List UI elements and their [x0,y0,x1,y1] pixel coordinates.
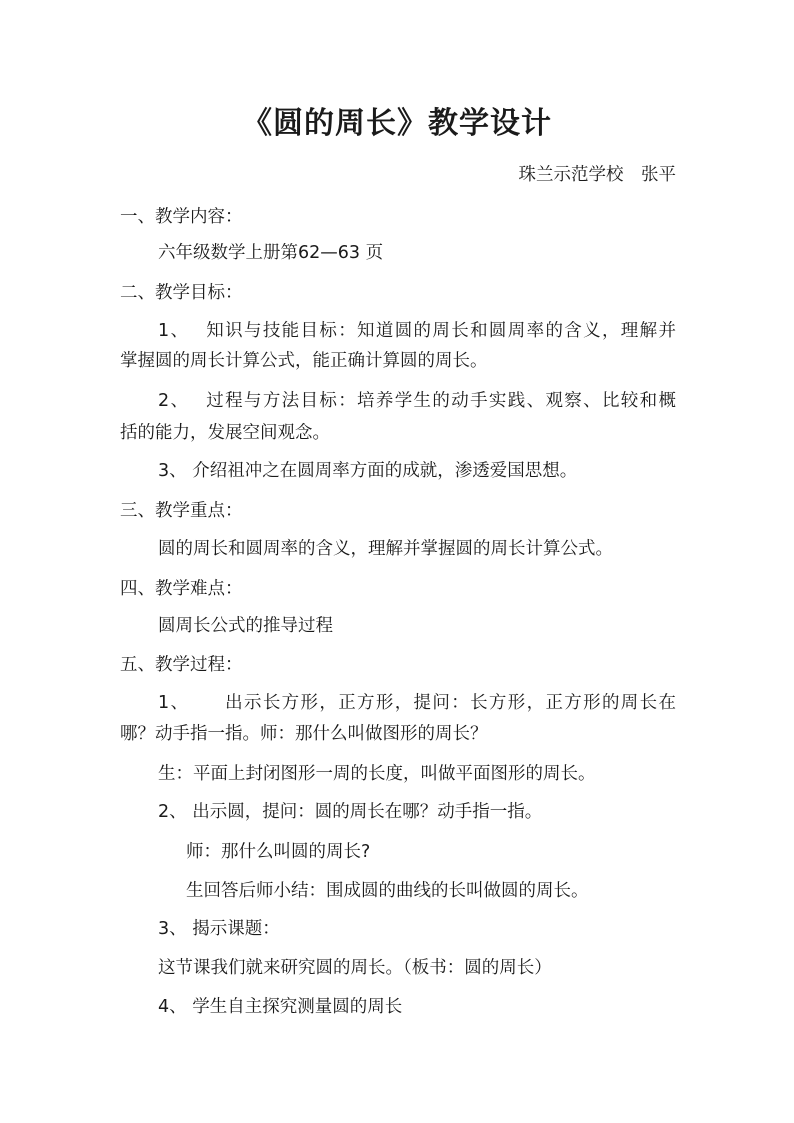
section-heading-process: 五、教学过程： [120,655,243,675]
objective-2-line-2: 括的能力，发展空间观念。 [120,423,330,443]
process-1-line-2: 哪？动手指一指。师：那什么叫做图形的周长？ [120,724,488,744]
content-text: 六年级数学上册第62—63 页 [158,243,384,263]
process-1-answer: 生：平面上封闭图形一周的长度，叫做平面图形的周长。 [158,764,596,784]
process-2-teacher: 师：那什么叫圆的周长? [186,842,371,862]
process-2-summary: 生回答后师小结：围成圆的曲线的长叫做圆的周长。 [186,881,589,901]
section-heading-key: 三、教学重点： [120,501,243,521]
process-4: 4、 学生自主探究测量圆的周长 [158,997,403,1017]
section-heading-content: 一、教学内容： [120,207,243,227]
process-3: 3、 揭示课题： [158,919,280,939]
objective-1-line-2: 掌握圆的周长计算公式，能正确计算圆的周长。 [120,351,488,371]
objective-3: 3、 介绍祖冲之在圆周率方面的成就，渗透爱国思想。 [158,461,578,481]
difficulty-text: 圆周长公式的推导过程 [158,616,333,636]
process-2: 2、 出示圆，提问：圆的周长在哪？动手指一指。 [158,802,543,822]
objective-1-line-1: 1、 知识与技能目标：知道圆的周长和圆周率的含义，理解并 [158,321,676,341]
author-line: 珠兰示范学校 张平 [518,165,676,185]
process-3-text: 这节课我们就来研究圆的周长。（板书：圆的周长） [158,958,552,978]
section-heading-objectives: 二、教学目标： [120,283,243,303]
section-heading-difficulty: 四、教学难点： [120,579,243,599]
objective-2-line-1: 2、 过程与方法目标：培养学生的动手实践、观察、比较和概 [158,391,676,411]
key-text: 圆的周长和圆周率的含义，理解并掌握圆的周长计算公式。 [158,539,613,559]
document-title: 《圆的周长》教学设计 [242,106,552,141]
process-1-line-1: 1、 出示长方形，正方形，提问：长方形，正方形的周长在 [158,693,676,713]
